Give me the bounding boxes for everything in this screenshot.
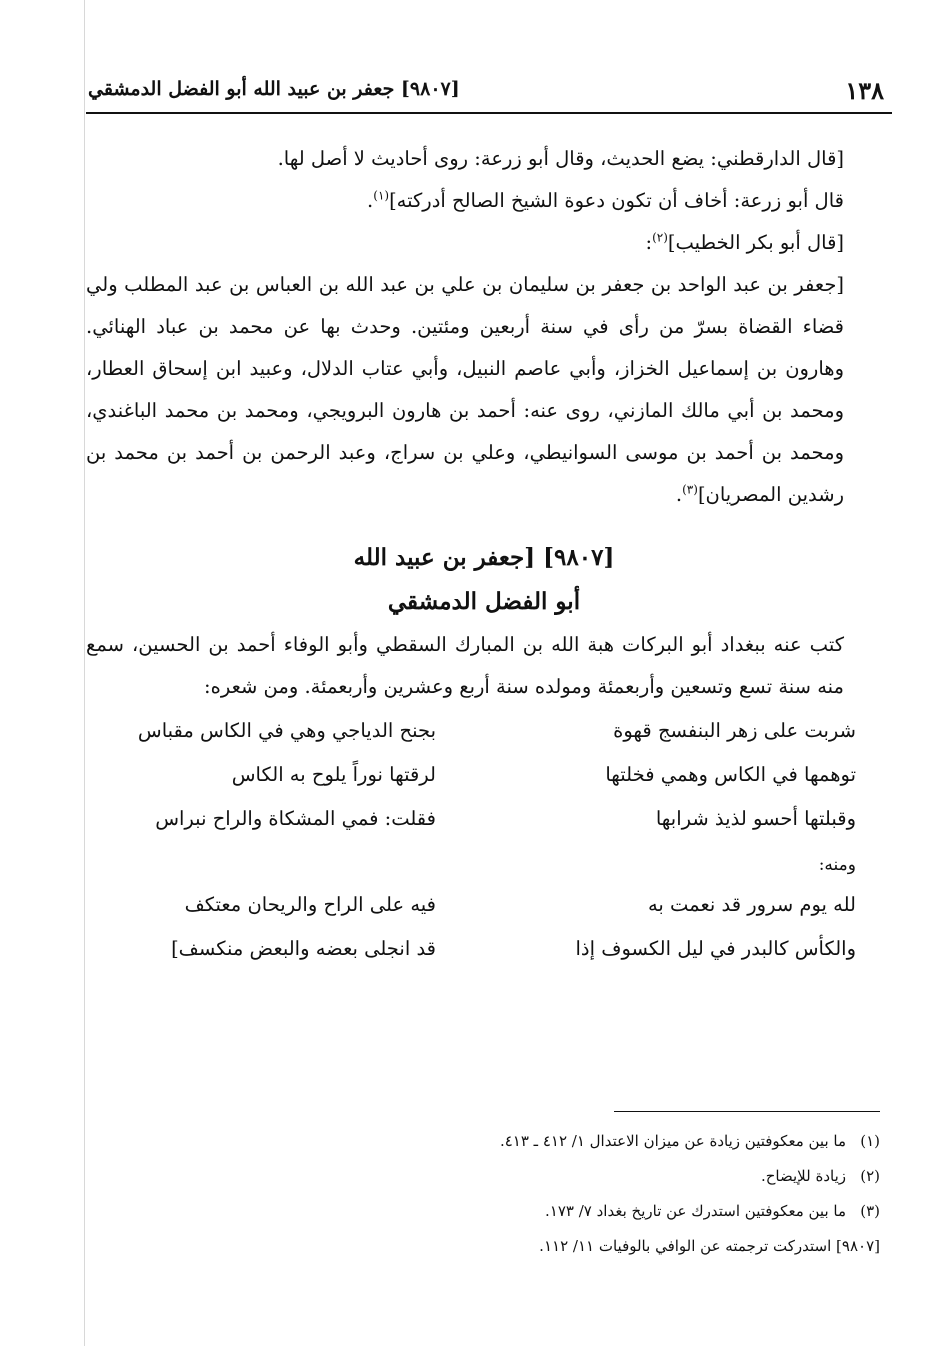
page-header: [86, 70, 890, 114]
footnote-1: [86, 1124, 880, 1159]
footnote-source: [86, 1229, 880, 1264]
verse-line: [86, 882, 882, 926]
footnote-ref-2[interactable]: (٢): [652, 230, 668, 245]
verse-second-hemistich: لرقتها نوراً يلوح به الكاس: [231, 762, 436, 786]
paragraph-jafar-abd-alwahid: [جعفر بن عبد الواحد بن جعفر بن سليمان بن علي بن عبد الله بن العباس بن عبد المطلب ولي قضاء القضاة بسرّ من رأى في سنة أربعين ومئتين. وحدث بها عن محمد بن عباد الهنائي. وهارون بن إسماعيل الخزاز، وأبي عاصم النبيل، وأبي عتاب الدلال، وعبيد ابن إسحاق العطار، ومحمد بن أبي مالك المازني، روى عنه: أحمد بن هارون البرويجي، ومحمد بن محمد الباغندي، ومحمد بن أحمد بن موسى السوانيطي، وعلي بن سراج، وعبد الرحمن بن أحمد بن محمد بن رشدين المصريان]$^{(٣)}$.: [86, 273, 844, 506]
footnote-text: [٩٨٠٧] استدركت ترجمته عن الوافي بالوفيات ١١/ ١١٢.: [539, 1237, 880, 1255]
verse-second-hemistich: قد انجلى بعضه والبعض منكسف]: [171, 936, 436, 960]
entry-title: [٩٨٠٧] [جعفر بن عبيد الله: [353, 544, 615, 571]
verse-line: [86, 796, 882, 840]
poem-1: [86, 708, 882, 840]
verse-second-hemistich: بجنح الدياجي وهي في الكاس مقباس: [137, 718, 436, 742]
poem-2: [86, 882, 882, 970]
footnote-ref-3[interactable]: (٣): [682, 482, 698, 497]
page-body: [86, 138, 882, 970]
verse-line: [86, 708, 882, 752]
footnote-mark: (٢): [860, 1167, 880, 1185]
running-title: [٩٨٠٧] جعفر بن عبيد الله أبو الفضل الدمشقي: [88, 78, 460, 100]
verse-first-hemistich: توهمها في الكاس وهمي فخلتها: [605, 762, 856, 786]
footnote-2: [86, 1159, 880, 1194]
footnote-text: ما بين معكوفتين زيادة عن ميزان الاعتدال ١/ ٤١٢ ـ ٤١٣.: [499, 1132, 846, 1150]
footnote-mark: (٣): [860, 1202, 880, 1220]
paragraph-khatib-intro: [قال أبو بكر الخطيب]$^{(٢)}$:: [645, 230, 844, 254]
paragraph-daraqutni: [قال الدارقطني: يضع الحديث، وقال أبو زرعة: روى أحاديث لا أصل لها.: [277, 147, 844, 170]
verse-second-hemistich: فقلت: فمي المشكاة والراح نبراس: [155, 806, 436, 830]
header-rule: [86, 112, 892, 114]
page-number: ١٣٨: [845, 76, 884, 105]
entry-subtitle: أبو الفضل الدمشقي: [387, 588, 581, 615]
verse-first-hemistich: والكأس كالبدر في ليل الكسوف إذا: [575, 936, 856, 960]
footnote-text: زيادة للإيضاح.: [760, 1167, 846, 1185]
scan-edge-line: [84, 0, 85, 1346]
verse-first-hemistich: شربت على زهر البنفسج قهوة: [613, 718, 856, 742]
footnote-3: [86, 1194, 880, 1229]
footnote-mark: (١): [860, 1132, 880, 1150]
footnote-rule: [614, 1111, 880, 1112]
footnote-ref-1[interactable]: (١): [373, 188, 390, 203]
footnote-text: ما بين معكوفتين استدرك عن تاريخ بغداد ٧/ ١٧٣.: [545, 1202, 846, 1220]
verse-first-hemistich: وقبلتها أحسو لذيذ شرابها: [655, 806, 856, 830]
verse-line: [86, 926, 882, 970]
paragraph-abu-zura: قال أبو زرعة: أخاف أن تكون دعوة الشيخ الصالح أدركته]$^{(١)}$.: [367, 188, 844, 212]
verse-second-hemistich: فيه على الراح والريحان معتكف: [184, 892, 436, 916]
verse-first-hemistich: لله يوم سرور قد نعمت به: [647, 892, 856, 916]
from-him-label: ومنه:: [818, 855, 856, 875]
verse-line: [86, 752, 882, 796]
entry-paragraph: كتب عنه ببغداد أبو البركات هبة الله بن المبارك السقطي وأبو الوفاء أحمد بن الحسين، سمع منه سنة تسع وتسعين وأربعمئة ومولده سنة أربع وعشرين وأربعمئة. ومن شعره:: [86, 633, 844, 698]
footnotes: [86, 1124, 880, 1264]
